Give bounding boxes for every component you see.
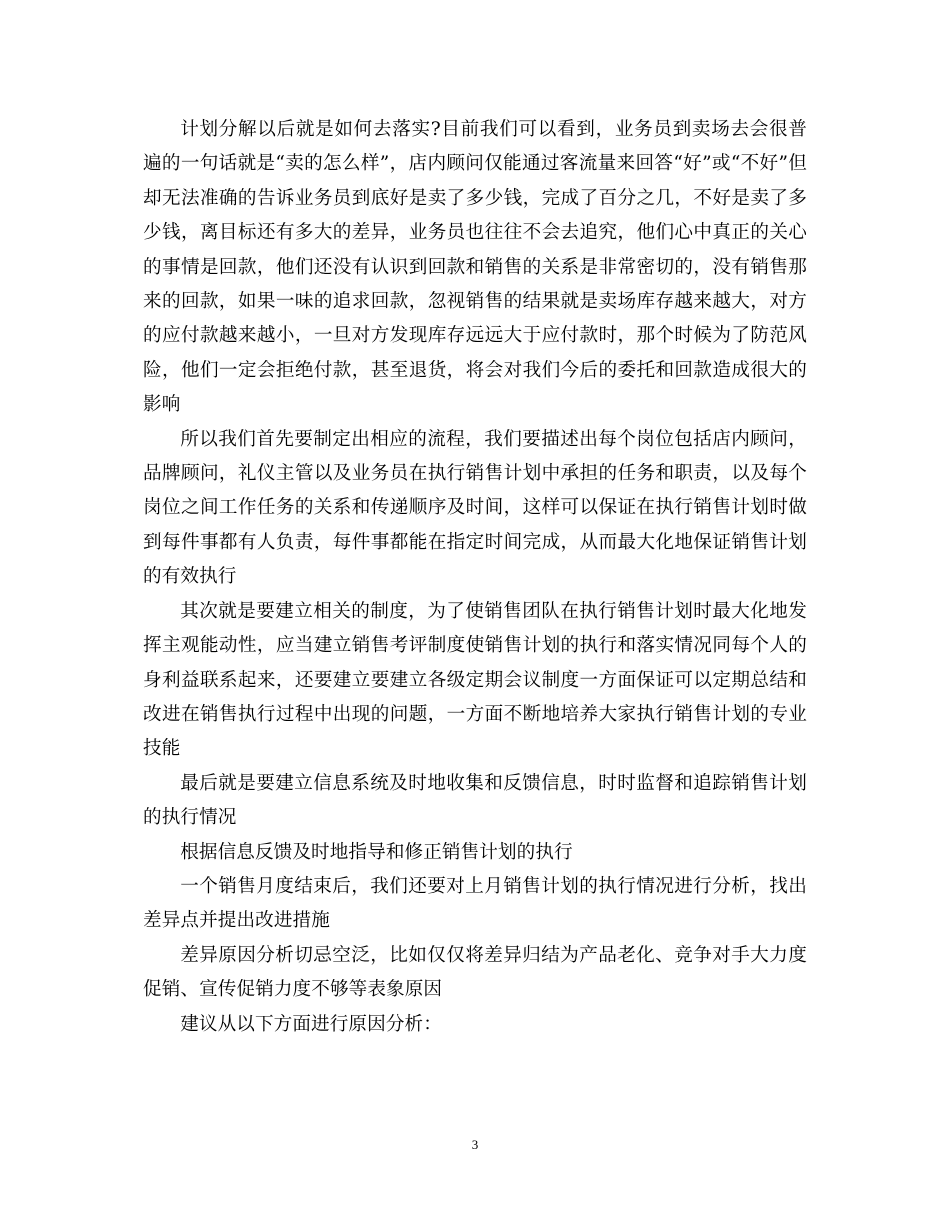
- paragraph-1: 计划分解以后就是如何去落实?目前我们可以看到，业务员到卖场去会很普遍的一句话就是“卖的怎么样”，店内顾问仅能通过客流量来回答“好”或“不好”但却无法准确的告诉业务员到底好是卖了多少钱，完成了百分之几，不好是卖了多少钱，离目标还有多大的差异，业务员也往往不会去追究，他们心中真正的关心的事情是回款，他们还没有认识到回款和销售的关系是非常密切的，没有销售那来的回款，如果一味的追求回款，忽视销售的结果就是卖场库存越来越大，对方的应付款越来越小，一旦对方发现库存远远大于应付款时，那个时候为了防范风险，他们一定会拒绝付款，甚至退货，将会对我们今后的委托和回款造成很大的影响: [143, 119, 807, 416]
- paragraph-7: 差异原因分析切忌空泛，比如仅仅将差异归结为产品老化、竞争对手大力度促销、宣传促销力度不够等表象原因: [143, 944, 807, 1001]
- page-number: 3: [471, 1137, 479, 1152]
- paragraph-5: 根据信息反馈及时地指导和修正销售计划的执行: [180, 841, 573, 863]
- paragraph-3: 其次就是要建立相关的制度，为了使销售团队在执行销售计划时最大化地发挥主观能动性，应当建立销售考评制度使销售计划的执行和落实情况同每个人的身利益联系起来，还要建立要建立各级定期会议制度一方面保证可以定期总结和改进在销售执行过程中出现的问题，一方面不断地培养大家执行销售计划的专业技能: [143, 600, 807, 760]
- paragraph-4: 最后就是要建立信息系统及时地收集和反馈信息，时时监督和追踪销售计划的执行情况: [143, 772, 807, 829]
- paragraph-6: 一个销售月度结束后，我们还要对上月销售计划的执行情况进行分析，找出差异点并提出改进措施: [143, 875, 807, 932]
- paragraph-2: 所以我们首先要制定出相应的流程，我们要描述出每个岗位包括店内顾问，品牌顾问，礼仪主管以及业务员在执行销售计划中承担的任务和职责，以及每个岗位之间工作任务的关系和传递顺序及时间，这样可以保证在执行销售计划时做到每件事都有人负责，每件事都能在指定时间完成，从而最大化地保证销售计划的有效执行: [143, 428, 807, 588]
- document-body: [143, 113, 807, 1042]
- paragraph-8: 建议从以下方面进行原因分析：: [180, 1013, 442, 1035]
